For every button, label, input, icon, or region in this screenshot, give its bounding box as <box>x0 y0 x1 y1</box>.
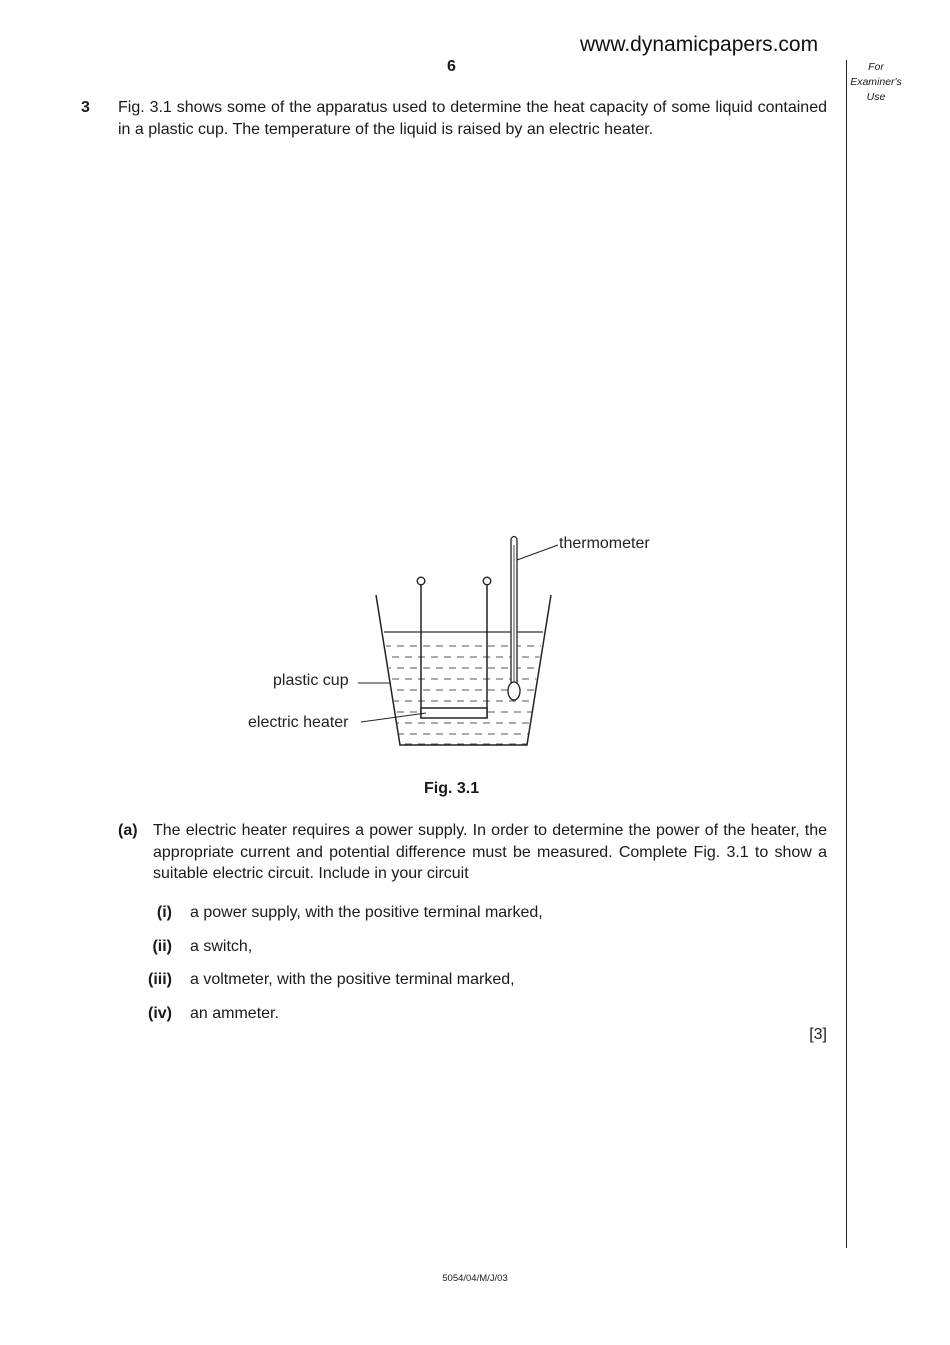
page-number: 6 <box>447 58 456 75</box>
question-number: 3 <box>81 99 90 116</box>
item-ii-label: (ii) <box>152 938 172 955</box>
marks-allocation: [3] <box>809 1026 827 1043</box>
paper-code: 5054/04/M/J/03 <box>442 1273 508 1284</box>
item-i-label: (i) <box>156 904 172 921</box>
electric-heater <box>417 577 491 718</box>
examiner-line-1: For <box>868 61 884 73</box>
plastic-cup-label: plastic cup <box>273 672 349 689</box>
question-intro: Fig. 3.1 shows some of the apparatus used to determine the heat capacity of some liquid contained in a plastic cup. The temperature of the liquid is raised by an electric heater. <box>118 99 827 138</box>
item-iii-text: a voltmeter, with the positive terminal marked, <box>190 971 515 988</box>
liquid-dashes <box>384 646 545 744</box>
item-iii-label: (iii) <box>148 971 172 988</box>
thermometer-label: thermometer <box>559 535 650 552</box>
examiner-line-2: Examiner's <box>850 76 902 88</box>
item-i-text: a power supply, with the positive terminal marked, <box>190 904 543 921</box>
website-url[interactable]: www.dynamicpapers.com <box>580 33 819 56</box>
figure-caption: Fig. 3.1 <box>424 780 480 797</box>
examiner-line-3: Use <box>866 91 886 103</box>
part-a-text: The electric heater requires a power supply. In order to determine the power of the heater, the appropriate current and potential difference must be measured. Complete Fig. 3.1 to show a suitable electric circuit. Include in your circuit <box>153 822 827 882</box>
item-iv-text: an ammeter. <box>190 1005 279 1022</box>
item-iv-label: (iv) <box>148 1005 172 1022</box>
thermometer <box>508 537 520 701</box>
item-ii-text: a switch, <box>190 938 253 955</box>
electric-heater-label: electric heater <box>248 714 349 731</box>
thermometer-leader <box>517 545 558 560</box>
heater-leader <box>361 713 426 722</box>
part-a-label: (a) <box>118 822 138 839</box>
